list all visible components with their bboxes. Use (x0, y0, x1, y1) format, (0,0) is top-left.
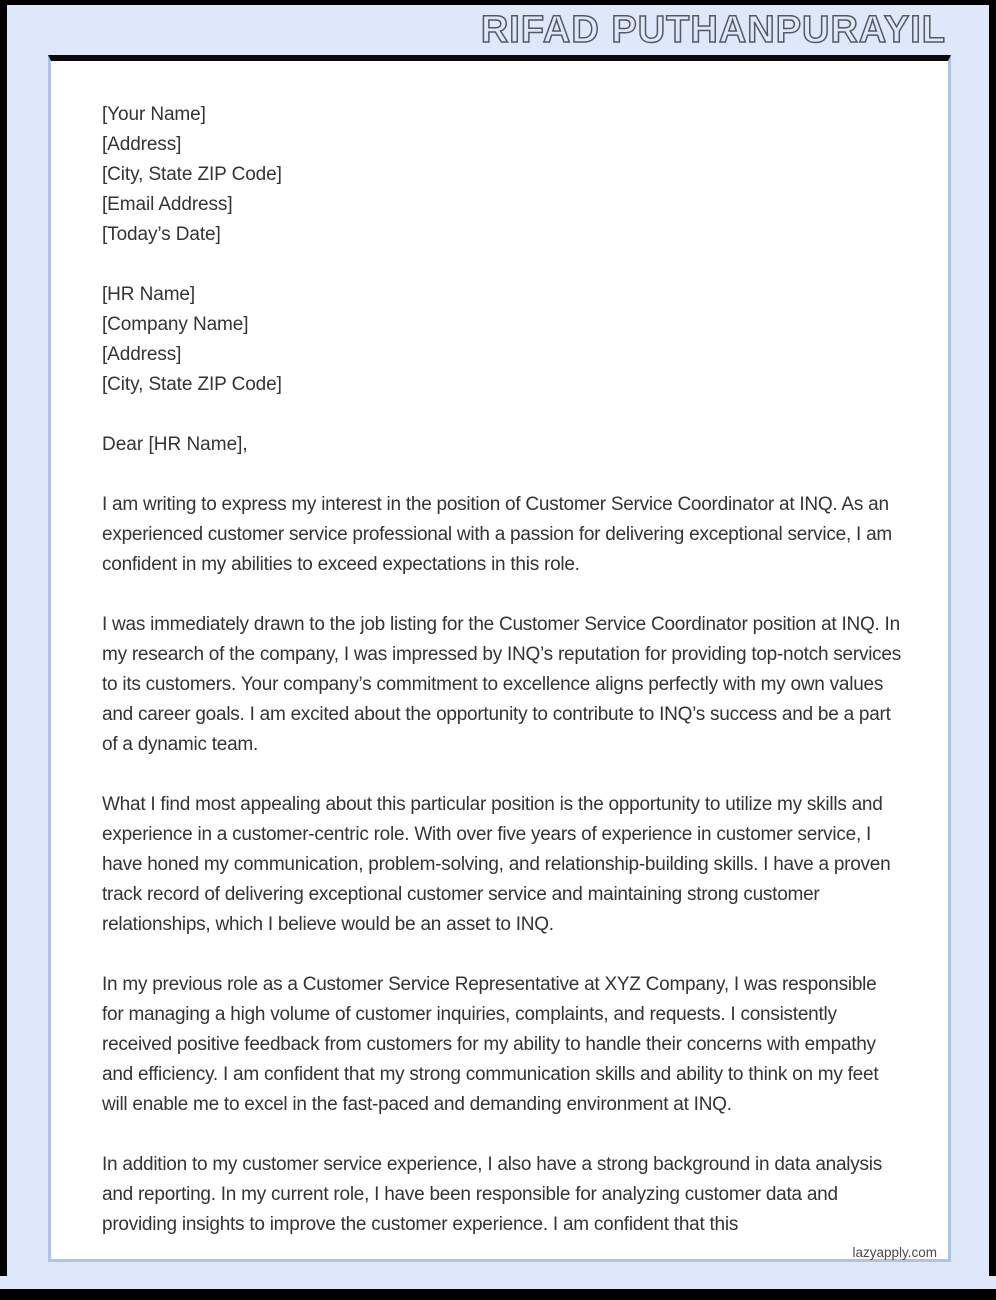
salutation: Dear [HR Name], (102, 434, 248, 455)
sender-email-line: [Email Address] (102, 194, 233, 215)
recipient-address-line: [Address] (102, 344, 182, 365)
sender-name-line: [Your Name] (102, 104, 206, 125)
paragraph-data-analysis: In addition to my customer service experience, I also have a strong background in data analysis and reporting. In my current role, I have been responsible for analyzing customer data and providing insights to improve the customer experience. I am confident that this (102, 1154, 882, 1235)
letter-card (48, 55, 951, 1262)
sender-date-line: [Today’s Date] (102, 224, 221, 245)
letter-body (51, 61, 902, 1240)
sender-address-block (102, 100, 902, 250)
paragraph-experience: In my previous role as a Customer Service Representative at XYZ Company, I was responsible for managing a high volume of customer inquiries, complaints, and requests. I consistently received positive feedback from customers for my ability to handle their concerns with empathy and efficiency. I am confident that my strong communication skills and ability to think on my feet will enable me to excel in the fast-paced and demanding environment at INQ. (102, 974, 879, 1115)
sender-city-line: [City, State ZIP Code] (102, 164, 282, 185)
recipient-address-block (102, 280, 902, 400)
sender-address-line: [Address] (102, 134, 182, 155)
frame-bottom-bar (0, 1289, 996, 1300)
paragraph-company: I was immediately drawn to the job listing for the Customer Service Coordinator position at INQ. In my research of the company, I was impressed by INQ’s reputation for providing top-notch services to its customers. Your company’s commitment to excellence aligns perfectly with my own values and career goals. I am excited about the opportunity to contribute to INQ’s success and be a part of a dynamic team. (102, 614, 901, 755)
recipient-name-line: [HR Name] (102, 284, 196, 305)
recipient-company-line: [Company Name] (102, 314, 249, 335)
paragraph-intro: I am writing to express my interest in the position of Customer Service Coordinator at INQ. As an experienced customer service professional with a passion for delivering exceptional service, I am confident in my abilities to exceed expectations in this role. (102, 494, 892, 575)
page-title: RIFAD PUTHANPURAYIL (480, 9, 946, 51)
frame-right-bar (989, 0, 996, 1276)
frame-left-bar (0, 0, 7, 1276)
frame-top-bar (0, 0, 996, 5)
watermark-text: lazyapply.com (852, 1245, 937, 1260)
paragraph-skills: What I find most appealing about this particular position is the opportunity to utilize my skills and experience in a customer-centric role. With over five years of experience in customer service, I have honed my communication, problem-solving, and relationship-building skills. I have a proven track record of delivering exceptional customer service and maintaining strong customer relationships, which I believe would be an asset to INQ. (102, 794, 891, 935)
recipient-city-line: [City, State ZIP Code] (102, 374, 282, 395)
